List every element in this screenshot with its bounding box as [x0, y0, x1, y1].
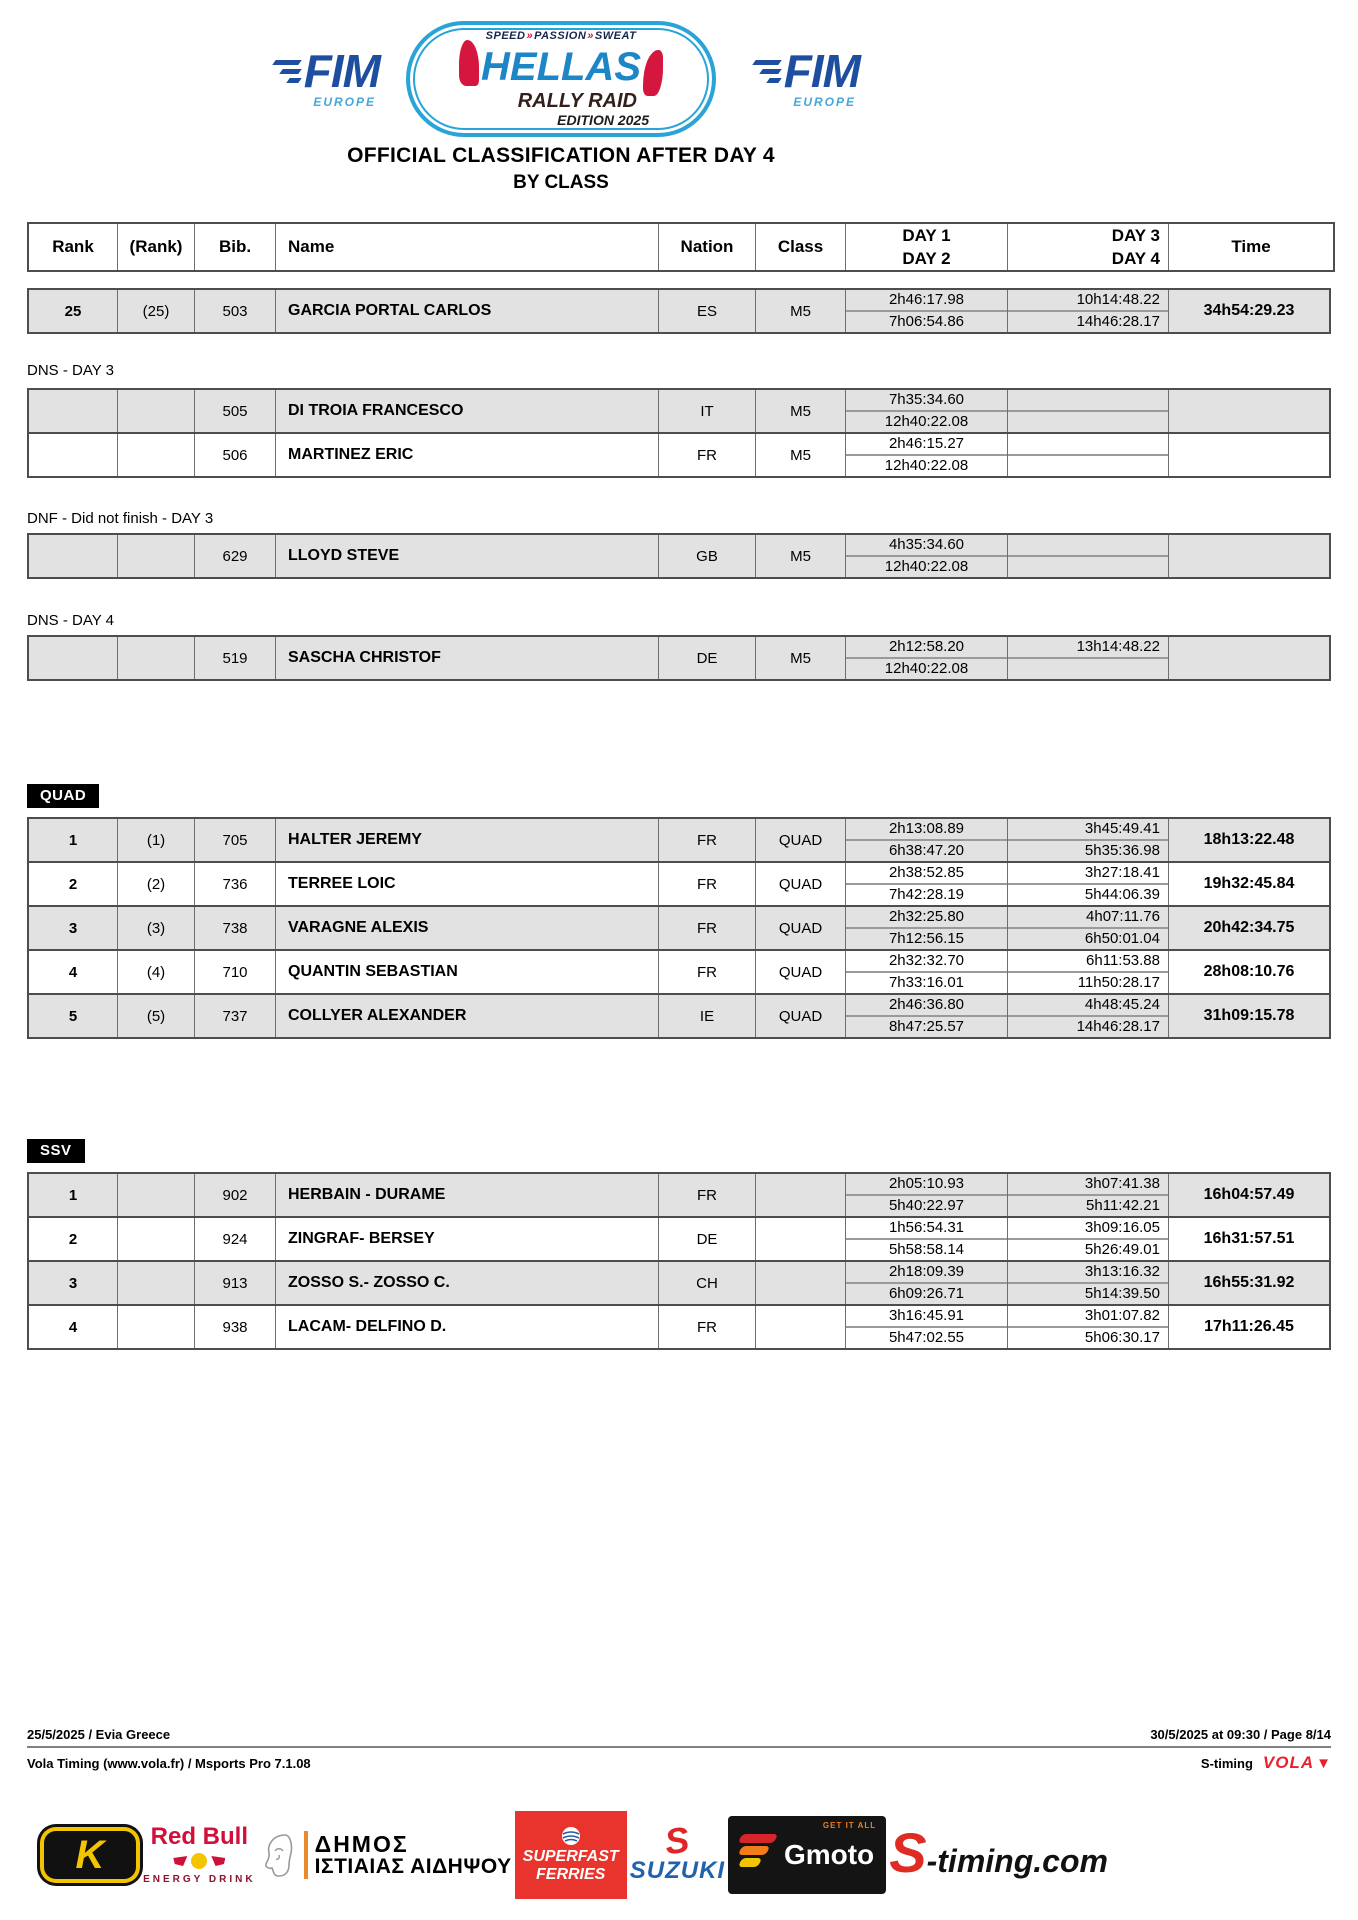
- day3-day4-cell-line1: 4h48:45.24: [1008, 995, 1168, 1017]
- day3-day4-cell: [1007, 995, 1168, 1037]
- nation-cell: FR: [658, 951, 755, 993]
- header-logos: [27, 20, 1095, 138]
- name-cell: TERREE LOIC: [275, 863, 658, 905]
- day3-day4-cell: [1007, 907, 1168, 949]
- bib-cell: 629: [194, 535, 275, 577]
- day1-day2-cell-line2: 8h47:25.57: [888, 1018, 965, 1035]
- rank-cell: [29, 535, 117, 577]
- fim-europe-logo-left: [262, 45, 380, 109]
- day1-day2-cell-line1: 1h56:54.31: [846, 1218, 1007, 1240]
- footer-line-1: [27, 1727, 1331, 1742]
- results-column-header: [27, 222, 1335, 272]
- day1-day2-cell: [845, 819, 1007, 861]
- class-cell: [755, 1262, 845, 1304]
- col-day3-day4: [1007, 224, 1168, 270]
- time-cell: 17h11:26.45: [1168, 1306, 1329, 1348]
- time-cell: [1168, 390, 1329, 432]
- table-row: [29, 637, 1329, 679]
- col-day4: DAY 4: [1111, 249, 1160, 268]
- day1-day2-cell-line1: 2h18:09.39: [846, 1262, 1007, 1284]
- day3-day4-cell-line2: 11h50:28.17: [1077, 974, 1160, 991]
- day1-day2-cell: [845, 995, 1007, 1037]
- tagline-word: SPEED: [485, 30, 526, 42]
- day1-day2-cell: [845, 951, 1007, 993]
- day3-day4-cell-line2: 6h50:01.04: [1084, 930, 1160, 947]
- day3-day4-cell: [1007, 1262, 1168, 1304]
- table-row: [29, 1216, 1329, 1260]
- chevron-icon: »: [587, 30, 594, 42]
- rank-cell: 4: [68, 963, 78, 981]
- day3-day4-cell-line1: [1008, 535, 1168, 557]
- class-cell: [755, 1218, 845, 1260]
- event-date-place: 25/5/2025 / Evia Greece: [27, 1727, 171, 1742]
- rank-paren-cell: [117, 1174, 194, 1216]
- class-cell: QUAD: [755, 951, 845, 993]
- col-nation: Nation: [658, 224, 755, 270]
- class-cell: M5: [755, 390, 845, 432]
- day1-day2-cell-line2: 12h40:22.08: [884, 558, 969, 575]
- rank-cell: 5: [68, 1007, 78, 1025]
- gmoto-wing-icon: [740, 1834, 776, 1867]
- class-cell: QUAD: [755, 995, 845, 1037]
- klim-logo: [40, 1827, 140, 1883]
- nation-cell: IE: [658, 995, 755, 1037]
- time-cell: 20h42:34.75: [1168, 907, 1329, 949]
- rank-paren-cell: [117, 390, 194, 432]
- rank-cell: 3: [68, 919, 78, 937]
- col-day2: DAY 2: [902, 249, 951, 268]
- results-table: [27, 635, 1331, 681]
- day3-day4-cell: [1007, 951, 1168, 993]
- results-table: [27, 533, 1331, 579]
- name-cell: QUANTIN SEBASTIAN: [275, 951, 658, 993]
- nation-cell: FR: [658, 1306, 755, 1348]
- stiming-s-mark: S: [889, 1820, 927, 1884]
- hellas-red-swoosh-left-icon: [459, 40, 479, 86]
- class-label: SSV: [27, 1139, 85, 1163]
- name-cell: MARTINEZ ERIC: [275, 434, 658, 476]
- day3-day4-cell-line1: 3h01:07.82: [1008, 1306, 1168, 1328]
- superfast-line2: FERRIES: [536, 1866, 606, 1883]
- table-row: [29, 993, 1329, 1037]
- section-note: DNS - DAY 3: [27, 362, 114, 379]
- dimos-line2: ΙΣΤΙΑΙΑΣ ΑΙΔΗΨΟΥ: [314, 1855, 512, 1879]
- table-row: [29, 905, 1329, 949]
- class-label-row: [27, 1139, 1331, 1163]
- day1-day2-cell: [845, 1218, 1007, 1260]
- day3-day4-cell-line2: [1008, 659, 1168, 679]
- day3-day4-cell: [1007, 434, 1168, 476]
- col-name: Name: [275, 224, 658, 270]
- time-cell: 18h13:22.48: [1168, 819, 1329, 861]
- day3-day4-cell-line2: 5h44:06.39: [1084, 886, 1160, 903]
- name-cell: COLLYER ALEXANDER: [275, 995, 658, 1037]
- time-cell: 16h55:31.92: [1168, 1262, 1329, 1304]
- hellas-tagline: [486, 31, 637, 42]
- bib-cell: 505: [194, 390, 275, 432]
- day3-day4-cell-line1: [1008, 390, 1168, 412]
- rank-cell: 2: [68, 875, 78, 893]
- class-cell: [755, 1306, 845, 1348]
- day3-day4-cell-line2: 14h46:28.17: [1076, 313, 1160, 330]
- day1-day2-cell-line1: 2h32:25.80: [846, 907, 1007, 929]
- page-subtitle: BY CLASS: [513, 172, 609, 193]
- class-cell: QUAD: [755, 819, 845, 861]
- rank-cell: 4: [68, 1318, 78, 1336]
- table-row: [29, 535, 1329, 577]
- day3-day4-cell: [1007, 535, 1168, 577]
- day3-day4-cell-line1: 6h11:53.88: [1008, 951, 1168, 973]
- rank-paren-cell: [117, 434, 194, 476]
- class-cell: QUAD: [755, 907, 845, 949]
- day1-day2-cell: [845, 637, 1007, 679]
- day1-day2-cell-line2: 6h09:26.71: [888, 1285, 965, 1302]
- day3-day4-cell-line2: [1008, 412, 1168, 432]
- fim-europe-label: EUROPE: [793, 95, 856, 109]
- superfast-line1: SUPERFAST: [522, 1848, 619, 1866]
- day3-day4-cell-line2: [1008, 557, 1168, 577]
- results-table: [27, 288, 1331, 334]
- bib-cell: 503: [194, 290, 275, 332]
- hellas-red-swoosh-right-icon: [643, 50, 663, 96]
- gmoto-wordmark: Gmoto: [783, 1839, 875, 1870]
- rank-paren-cell: [117, 637, 194, 679]
- rally-raid-label: RALLY RAID: [517, 90, 637, 112]
- bib-cell: 902: [194, 1174, 275, 1216]
- stiming-com-logo: [889, 1820, 1108, 1884]
- rank-cell: [29, 434, 117, 476]
- day1-day2-cell-line1: 3h16:45.91: [846, 1306, 1007, 1328]
- class-cell: M5: [755, 434, 845, 476]
- rank-cell: [29, 390, 117, 432]
- day1-day2-cell-line2: 12h40:22.08: [884, 660, 969, 677]
- day1-day2-cell-line2: 7h12:56.15: [888, 930, 965, 947]
- table-row: [29, 819, 1329, 861]
- chevron-icon: »: [526, 30, 534, 42]
- day1-day2-cell-line2: 5h40:22.97: [888, 1197, 965, 1214]
- nation-cell: IT: [658, 390, 755, 432]
- bib-cell: 738: [194, 907, 275, 949]
- day1-day2-cell: [845, 535, 1007, 577]
- day3-day4-cell: [1007, 1218, 1168, 1260]
- day1-day2-cell: [845, 1262, 1007, 1304]
- rank-cell: 2: [68, 1230, 78, 1248]
- nation-cell: FR: [658, 819, 755, 861]
- day1-day2-cell-line2: 7h42:28.19: [888, 886, 965, 903]
- table-row: [29, 1260, 1329, 1304]
- time-cell: 28h08:10.76: [1168, 951, 1329, 993]
- nation-cell: FR: [658, 907, 755, 949]
- day3-day4-cell: [1007, 819, 1168, 861]
- hellas-wordmark: HELLAS: [481, 45, 641, 89]
- fim-europe-logo-right: [742, 45, 860, 109]
- sponsor-row: [40, 1792, 1108, 1918]
- bib-cell: 519: [194, 637, 275, 679]
- fim-wordmark: FIM: [783, 45, 860, 97]
- day1-day2-cell-line1: 2h32:32.70: [846, 951, 1007, 973]
- name-cell: VARAGNE ALEXIS: [275, 907, 658, 949]
- tagline-word: SWEAT: [594, 30, 637, 42]
- class-label: QUAD: [27, 784, 99, 808]
- suzuki-logo: [629, 1818, 726, 1885]
- time-cell: [1168, 434, 1329, 476]
- day1-day2-cell-line2: 12h40:22.08: [884, 413, 969, 430]
- day3-day4-cell-line1: 3h09:16.05: [1008, 1218, 1168, 1240]
- name-cell: LACAM- DELFINO D.: [275, 1306, 658, 1348]
- suzuki-s-mark: S: [662, 1818, 693, 1863]
- name-cell: SASCHA CHRISTOF: [275, 637, 658, 679]
- rank-cell: 25: [64, 302, 82, 320]
- divider-bar: [304, 1831, 308, 1879]
- col-class: Class: [755, 224, 845, 270]
- class-cell: QUAD: [755, 863, 845, 905]
- day1-day2-cell: [845, 434, 1007, 476]
- footer-line-2: [27, 1753, 1331, 1773]
- bib-cell: 938: [194, 1306, 275, 1348]
- nation-cell: FR: [658, 1174, 755, 1216]
- gmoto-tagline: GET IT ALL: [822, 1821, 877, 1830]
- results-table: [27, 817, 1331, 1039]
- name-cell: HERBAIN - DURAME: [275, 1174, 658, 1216]
- vola-triangle-icon: ▼: [1316, 1754, 1331, 1772]
- time-cell: 34h54:29.23: [1168, 290, 1329, 332]
- bib-cell: 924: [194, 1218, 275, 1260]
- fim-wordmark: FIM: [303, 45, 380, 97]
- day1-day2-cell-line1: 2h46:17.98: [846, 290, 1007, 312]
- page-title: OFFICIAL CLASSIFICATION AFTER DAY 4: [347, 144, 775, 167]
- rank-paren-cell: [117, 1306, 194, 1348]
- table-row: [29, 861, 1329, 905]
- name-cell: ZINGRAF- BERSEY: [275, 1218, 658, 1260]
- gmoto-logo: [728, 1816, 886, 1894]
- class-cell: [755, 1174, 845, 1216]
- class-cell: M5: [755, 535, 845, 577]
- bib-cell: 737: [194, 995, 275, 1037]
- day3-day4-cell-line1: [1008, 434, 1168, 456]
- ferry-icon: [556, 1826, 586, 1848]
- rank-paren-cell: (25): [117, 290, 194, 332]
- col-bib: Bib.: [194, 224, 275, 270]
- rank-paren-cell: (1): [117, 819, 194, 861]
- day1-day2-cell-line2: 5h58:58.14: [888, 1241, 965, 1258]
- day1-day2-cell-line2: 7h06:54.86: [888, 313, 965, 330]
- day1-day2-cell-line1: 2h12:58.20: [846, 637, 1007, 659]
- rank-cell: 3: [68, 1274, 78, 1292]
- table-row: [29, 949, 1329, 993]
- edition-label: EDITION 2025: [557, 112, 649, 128]
- col-rank: Rank: [52, 237, 94, 256]
- day1-day2-cell: [845, 290, 1007, 332]
- day3-day4-cell: [1007, 637, 1168, 679]
- results-table: [27, 388, 1331, 478]
- bib-cell: 736: [194, 863, 275, 905]
- hellas-rally-raid-logo: [406, 21, 716, 137]
- day3-day4-cell-line1: 3h45:49.41: [1008, 819, 1168, 841]
- table-row: [29, 390, 1329, 432]
- rank-paren-cell: [117, 535, 194, 577]
- day3-day4-cell-line1: 3h27:18.41: [1008, 863, 1168, 885]
- day1-day2-cell: [845, 1174, 1007, 1216]
- class-label-row: [27, 784, 1331, 808]
- day1-day2-cell-line1: 2h13:08.89: [846, 819, 1007, 841]
- dimos-istiaias-logo: [259, 1831, 512, 1879]
- redbull-bulls-icon: [173, 1853, 225, 1869]
- time-cell: 31h09:15.78: [1168, 995, 1329, 1037]
- day3-day4-cell-line2: 5h14:39.50: [1084, 1285, 1160, 1302]
- day1-day2-cell-line2: 6h38:47.20: [888, 842, 965, 859]
- time-cell: 19h32:45.84: [1168, 863, 1329, 905]
- face-icon: [259, 1831, 297, 1879]
- table-row: [29, 1304, 1329, 1348]
- rank-paren-cell: [117, 1262, 194, 1304]
- day1-day2-cell-line1: 2h38:52.85: [846, 863, 1007, 885]
- rank-paren-cell: (2): [117, 863, 194, 905]
- day3-day4-cell-line2: [1008, 456, 1168, 476]
- name-cell: GARCIA PORTAL CARLOS: [275, 290, 658, 332]
- col-day1: DAY 1: [902, 226, 951, 245]
- rank-paren-cell: (3): [117, 907, 194, 949]
- day1-day2-cell-line2: 7h33:16.01: [888, 974, 965, 991]
- fim-wings-icon: [754, 58, 780, 85]
- day1-day2-cell-line1: 4h35:34.60: [846, 535, 1007, 557]
- name-cell: HALTER JEREMY: [275, 819, 658, 861]
- nation-cell: DE: [658, 637, 755, 679]
- day1-day2-cell-line1: 2h46:36.80: [846, 995, 1007, 1017]
- vola-logo: [1263, 1753, 1331, 1773]
- day1-day2-cell: [845, 1306, 1007, 1348]
- table-row: [29, 290, 1329, 332]
- col-day3: DAY 3: [1111, 226, 1160, 245]
- bib-cell: 506: [194, 434, 275, 476]
- fim-wings-icon: [274, 58, 300, 85]
- superfast-ferries-logo: [515, 1811, 627, 1899]
- name-cell: LLOYD STEVE: [275, 535, 658, 577]
- day3-day4-cell-line2: 14h46:28.17: [1076, 1018, 1160, 1035]
- class-cell: M5: [755, 637, 845, 679]
- day1-day2-cell-line1: 2h05:10.93: [846, 1174, 1007, 1196]
- day3-day4-cell-line1: 4h07:11.76: [1008, 907, 1168, 929]
- footer-divider: [27, 1746, 1331, 1748]
- section-note: DNS - DAY 4: [27, 612, 114, 629]
- bib-cell: 710: [194, 951, 275, 993]
- nation-cell: ES: [658, 290, 755, 332]
- results-table: [27, 1172, 1331, 1350]
- day3-day4-cell-line2: 5h35:36.98: [1084, 842, 1160, 859]
- day1-day2-cell: [845, 907, 1007, 949]
- name-cell: ZOSSO S.- ZOSSO C.: [275, 1262, 658, 1304]
- section-note: DNF - Did not finish - DAY 3: [27, 510, 214, 527]
- tagline-word: PASSION: [534, 30, 587, 42]
- day3-day4-cell-line1: 3h13:16.32: [1008, 1262, 1168, 1284]
- nation-cell: FR: [658, 863, 755, 905]
- time-cell: 16h04:57.49: [1168, 1174, 1329, 1216]
- rank-paren-cell: [117, 1218, 194, 1260]
- day3-day4-cell-line1: 3h07:41.38: [1008, 1174, 1168, 1196]
- day3-day4-cell: [1007, 863, 1168, 905]
- day3-day4-cell-line2: 5h06:30.17: [1084, 1329, 1160, 1346]
- time-cell: [1168, 535, 1329, 577]
- col-day1-day2: [845, 224, 1007, 270]
- day1-day2-cell-line2: 12h40:22.08: [884, 457, 969, 474]
- col-time: Time: [1168, 224, 1333, 270]
- day1-day2-cell: [845, 390, 1007, 432]
- rank-cell: 1: [68, 1186, 78, 1204]
- day1-day2-cell-line1: 7h35:34.60: [846, 390, 1007, 412]
- day1-day2-cell: [845, 863, 1007, 905]
- nation-cell: CH: [658, 1262, 755, 1304]
- day3-day4-cell-line2: 5h11:42.21: [1086, 1197, 1160, 1214]
- table-row: [29, 1174, 1329, 1216]
- rank-cell: [29, 637, 117, 679]
- day1-day2-cell-line2: 5h47:02.55: [888, 1329, 965, 1346]
- redbull-wordmark: Red Bull: [150, 1823, 248, 1850]
- bib-cell: 705: [194, 819, 275, 861]
- redbull-tagline: ENERGY DRINK: [143, 1874, 256, 1885]
- fim-europe-label: EUROPE: [313, 95, 376, 109]
- day1-day2-cell-line1: 2h46:15.27: [846, 434, 1007, 456]
- day3-day4-cell: [1007, 390, 1168, 432]
- vola-wordmark: VOLA: [1262, 1753, 1315, 1772]
- rank-cell: 1: [68, 831, 78, 849]
- day3-day4-cell: [1007, 1306, 1168, 1348]
- table-row: [29, 432, 1329, 476]
- timing-software: Vola Timing (www.vola.fr) / Msports Pro 7.1.08: [27, 1755, 311, 1771]
- time-cell: [1168, 637, 1329, 679]
- print-date-page: 30/5/2025 at 09:30 / Page 8/14: [1150, 1727, 1331, 1742]
- day3-day4-cell: [1007, 1174, 1168, 1216]
- col-rank-paren: (Rank): [117, 224, 194, 270]
- stiming-label: S-timing: [1200, 1755, 1253, 1771]
- suzuki-wordmark: SUZUKI: [629, 1857, 726, 1885]
- nation-cell: FR: [658, 434, 755, 476]
- dimos-line1: ΔΗΜΟΣ: [314, 1830, 409, 1857]
- day3-day4-cell-line1: 13h14:48.22: [1008, 637, 1168, 659]
- rank-paren-cell: (4): [117, 951, 194, 993]
- day3-day4-cell: [1007, 290, 1168, 332]
- rank-paren-cell: (5): [117, 995, 194, 1037]
- class-cell: M5: [755, 290, 845, 332]
- bib-cell: 913: [194, 1262, 275, 1304]
- nation-cell: GB: [658, 535, 755, 577]
- klim-k-mark: K: [75, 1833, 105, 1877]
- name-cell: DI TROIA FRANCESCO: [275, 390, 658, 432]
- redbull-logo: [143, 1825, 256, 1885]
- day3-day4-cell-line2: 5h26:49.01: [1084, 1241, 1160, 1258]
- time-cell: 16h31:57.51: [1168, 1218, 1329, 1260]
- day3-day4-cell-line1: 10h14:48.22: [1008, 290, 1168, 312]
- stiming-wordmark: -timing.com: [926, 1842, 1108, 1879]
- nation-cell: DE: [658, 1218, 755, 1260]
